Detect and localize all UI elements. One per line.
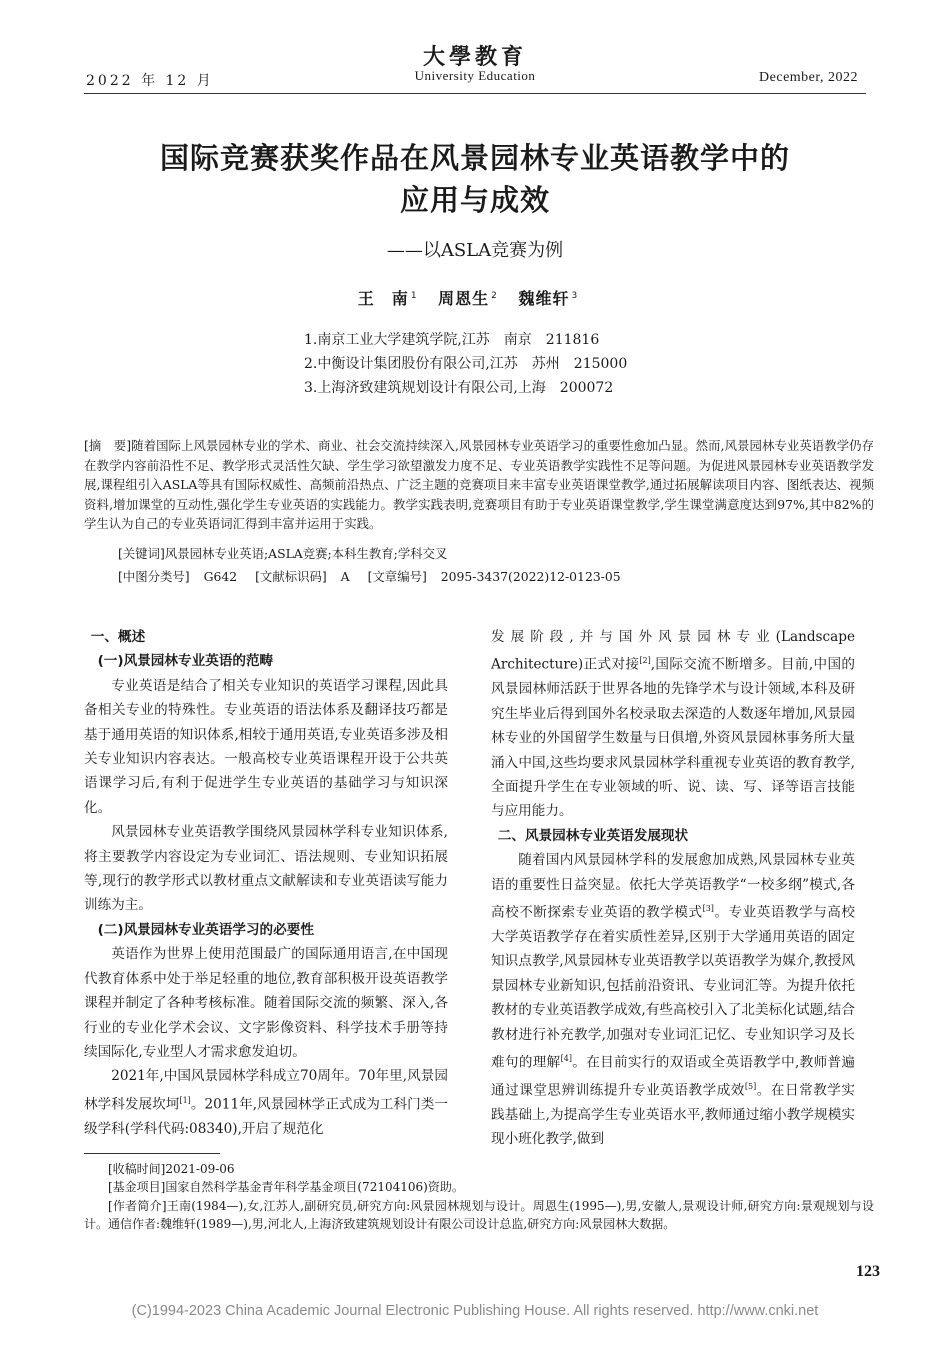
subsection-heading: (二)风景园林专业英语学习的必要性 [97,921,314,938]
citation-ref: [3] [702,904,714,913]
footnote-text: 国家自然科学基金青年科学基金项目(72104106)资助。 [165,1180,464,1195]
title-line-1: 国际竞赛获奖作品在风景园林专业英语教学中的 [159,141,790,175]
classification-line [118,567,621,585]
text-run: 。在日常教学实践基础上,为提高学生专业英语水平,教师通过缩小教学规模实现小班化教学,做到 [491,1082,856,1148]
copyright-notice: (C)1994-2023 China Academic Journal Electronic Publishing House. All rights reserved. http://www.cnki.net [131,1303,819,1319]
text-run-split-a: 。2011年,风景园林学正式成为工科门类一级学科(学科代码:08340),开启了规范化 [84,1096,449,1137]
text-run: ,国际交流不断增多。目前,中国的风景园林师活跃于世界各地的先锋学术与设计领域,本科及研究生毕业后得到国外名校录取去深造的人数逐年增加,风景园林专业的外国留学生数量与日俱增,外资风景园林事务所大量涌入中国,这些均要求风景园林学科重视专业英语的教育教学,全面提升学生在专业领域的听、说、读、写、译等语言技能与应用能力。 [491,656,855,820]
author-sup: 2 [491,290,498,301]
body-column-right [491,625,855,1152]
footnote-label: [作者简介] [108,1198,167,1213]
footnote-author [84,1197,874,1234]
footnotes [84,1160,874,1233]
keywords: 风景园林专业英语;ASLA竞赛;本科生教育;学科交叉 [164,546,448,561]
footnote-rule [84,1153,220,1154]
article-no-label: [文章编号] [367,569,427,584]
paragraph: 专业英语是结合了相关专业知识的英语学习课程,因此具备相关专业的特殊性。专业英语的语法体系及翻译技巧都是基于通用英语的知识体系,相较于通用英语,专业英语多涉及相关专业知识内容表达。一般高校专业英语课程开设于公共英语课学习后,有利于促进学生专业英语的基础学习与知识深化。 [84,677,448,816]
affiliation: 1.南京工业大学建筑学院,江苏 南京 211816 [304,332,600,348]
title-line-2: 应用与成效 [399,183,550,217]
doc-code: A [340,569,350,584]
section-heading: 二、风景园林专业英语发展现状 [497,827,689,844]
text-run: 。专业英语教学与高校大学英语教学存在着实质性差异,区别于大学通用英语的固定知识点教学,风景园林专业英语教学以英语教学为媒介,教授风景园林专业新知识,包括前沿资讯、专业词汇等。为提升依托教材的专业英语教学成效,有些高校引入了北美标化试题,结合教材进行补充教学,加强对专业词汇记忆、专业知识学习及长难句的理解 [491,904,855,1071]
affiliation: 2.中衡设计集团股份有限公司,江苏 苏州 215000 [304,356,628,372]
keywords-label: [关键词] [118,546,165,561]
text-run: 随着国内风景园林学科的发展愈加成熟,风景园林专业英语的重要性日益突显。依托大学英语教学“一校多纲”模式,各高校不断探索专业英语的教学模式 [491,852,855,921]
article-subtitle: ——以ASLA竞赛为例 [386,240,564,261]
footnote-label: [收稿时间] [108,1162,166,1176]
citation-ref: [4] [560,1053,572,1063]
issue-date-cn: 2022 年 12 月 [86,73,214,89]
abstract-label: [摘 要] [84,438,132,453]
keywords-line [118,544,447,562]
clc-label: [中图分类号] [118,569,190,584]
affiliations [304,328,627,400]
doc-code-label: [文献标识码] [255,569,327,584]
affiliation: 3.上海济致建筑规划设计有限公司,上海 200072 [304,380,614,396]
author-sup: 3 [571,290,579,301]
subsection-heading: (一)风景园林专业英语的范畴 [97,653,274,670]
paragraph: 英语作为世界上使用范围最广的国际通用语言,在中国现代教育体系中处于举足轻重的地位,教育部积极开设英语教学课程并制定了各种考核标准。随着国际交流的频繁、深入,各行业的专业化学术会议、文字影像资料、科学技术手册等持续国际化,专业型人才需求愈发迫切。 [84,946,448,1060]
issue-date-en: December, 2022 [759,70,858,85]
body-column-left [84,625,448,1141]
abstract [84,436,874,534]
paragraph [491,848,855,1151]
citation-ref: [1] [179,1095,191,1105]
footnote-received [84,1160,874,1178]
paragraph-continued [84,1064,448,1141]
page-number: 123 [856,1263,880,1280]
section-heading: 一、概述 [90,629,146,645]
author-name: 魏维轩 [518,289,570,308]
article-no: 2095-3437(2022)12-0123-05 [440,569,621,584]
footnote-text: 王南(1984—),女,江苏人,副研究员,研究方向:风景园林规划与设计。周恩生(1995—),男,安徽人,景观设计师,研究方向:景观规划与设计。通信作者:魏维轩(1989—),男,河北人,上海济致建筑规划设计有限公司设计总监,研究方向:风景园林大数据。 [84,1198,874,1231]
citation-ref: [2] [639,656,651,666]
footnote-fund [84,1178,874,1196]
header-rule [84,93,866,94]
author-list [0,286,950,309]
text-run: 2021年,中国风景园林学科成立70周年。70年里,风景园林学科发展坎坷 [84,1068,448,1113]
footnote-text: 2021-09-06 [165,1162,235,1176]
author-name: 王 南 [357,289,409,308]
text-run: 。在目前实行的双语或全英语教学中,教师普遍通过课堂思辨训练提升专业英语教学成效 [491,1054,856,1099]
journal-name-en: University Education [414,68,536,83]
author-sup: 1 [410,290,418,301]
text-run-split-b: 发展阶段,并与国外风景园林专业(Landscape Architecture)正式对接 [491,629,855,673]
article-title [0,137,950,221]
abstract-text: 随着国际上风景园林专业的学术、商业、社会交流持续深入,风景园林专业英语学习的重要性愈加凸显。然而,风景园林专业英语教学仍存在教学内容前沿性不足、教学形式灵活性欠缺、学生学习欲望激发力度不足、专业英语教学实践性不足等问题。为促进风景园林专业英语教学发展,课程组引入ASLA等具有国际权威性、高频前沿热点、广泛主题的竞赛项目来丰富专业英语课堂教学,通过拓展解读项目内容、图纸表达、视频资料,增加课堂的互动性,强化学生专业英语的实践能力。教学实践表明,竞赛项目有助于专业英语课堂教学,学生课堂满意度达到97%,其中82%的学生认为自己的专业英语词汇得到丰富并运用于实践。 [84,438,874,531]
footnote-label: [基金项目] [108,1180,166,1195]
author-name: 周恩生 [438,289,490,308]
paragraph: 风景园林专业英语教学围绕风景园林学科专业知识体系,将主要教学内容设定为专业词汇、语法规则、专业知识拓展等,现行的教学形式以教材重点文献解读和专业英语读写能力训练为主。 [84,824,448,914]
clc-code: G642 [203,569,238,584]
citation-ref: [5] [744,1081,757,1091]
paragraph-continuation [491,625,855,824]
journal-logo: 大學教育 [422,44,527,70]
